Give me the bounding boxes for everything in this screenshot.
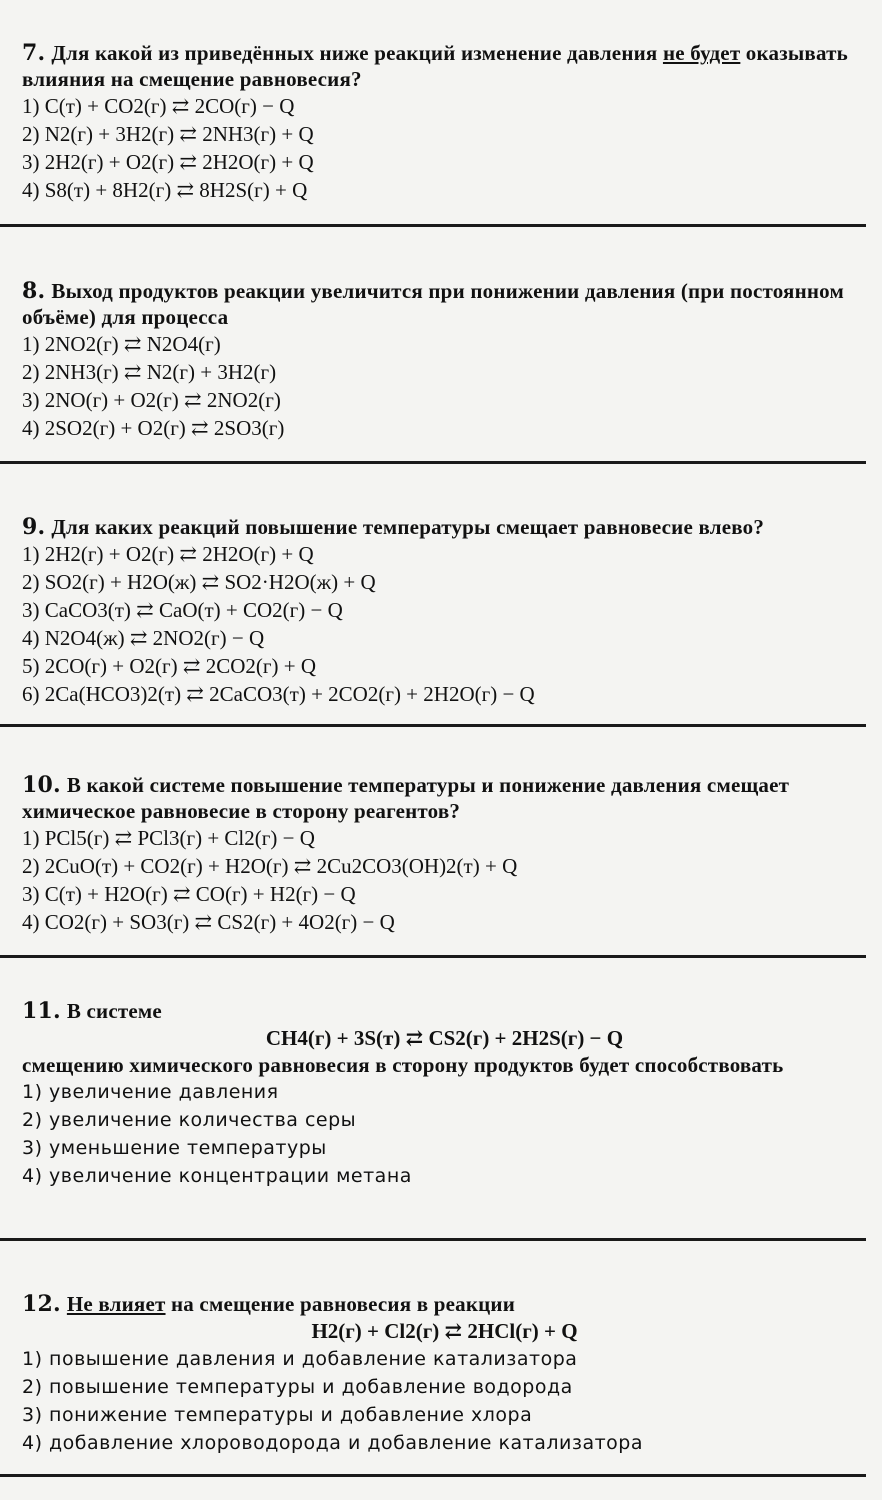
option-5: 5) 2CO(г) + O2(г) ⇄ 2CO2(г) + Q [22,654,316,678]
question-7-text: 7. Для какой из приведённых ниже реакций изменение давления не будет оказывать влияния на смещение равновесия? [22,40,848,91]
option-4: 4) добавление хлороводорода и добавление катализатора [22,1432,643,1454]
option-4: 4) CO2(г) + SO3(г) ⇄ CS2(г) + 4O2(г) − Q [22,910,395,934]
question-7 [22,40,867,204]
question-12-text: 12. Не влияет на смещение равновесия в реакции [22,1291,516,1317]
option-1: 1) 2NO2(г) ⇄ N2O4(г) [22,332,221,356]
option-2: 2) увеличение количества серы [22,1109,357,1131]
reaction-equation: H2(г) + Cl2(г) ⇄ 2HCl(г) + Q [311,1319,578,1343]
divider [0,724,866,727]
option-4: 4) увеличение концентрации метана [22,1165,412,1187]
option-2: 2) SO2(г) + H2O(ж) ⇄ SO2·H2O(ж) + Q [22,570,376,594]
option-3: 3) C(т) + H2O(г) ⇄ CO(г) + H2(г) − Q [22,882,356,906]
emphasis: Не влияет [66,1292,166,1316]
question-12 [22,1291,867,1457]
question-9-text: 9. Для каких реакций повышение температуры смещает равновесие влево? [22,514,765,540]
question-number: 8. [22,278,46,304]
option-2: 2) 2CuO(т) + CO2(г) + H2O(г) ⇄ 2Cu2CO3(OH)2(т) + Q [22,854,518,878]
option-1: 1) 2H2(г) + O2(г) ⇄ 2H2O(г) + Q [22,542,314,566]
question-number: 10. [22,772,61,798]
reaction-equation: CH4(г) + 3S(т) ⇄ CS2(г) + 2H2S(г) − Q [265,1026,624,1050]
question-number: 11. [22,998,61,1024]
option-1: 1) увеличение давления [22,1081,279,1103]
divider [0,1474,866,1477]
option-2: 2) N2(г) + 3H2(г) ⇄ 2NH3(г) + Q [22,122,314,146]
option-4: 4) N2O4(ж) ⇄ 2NO2(г) − Q [22,626,265,650]
option-3: 3) уменьшение температуры [22,1137,327,1159]
option-3: 3) 2H2(г) + O2(г) ⇄ 2H2O(г) + Q [22,150,314,174]
option-2: 2) повышение температуры и добавление водорода [22,1376,573,1398]
option-6: 6) 2Ca(HCO3)2(т) ⇄ 2CaCO3(т) + 2CO2(г) + 2H2O(г) − Q [22,682,535,706]
divider [0,955,866,958]
question-10 [22,772,867,936]
question-11-text-continued: смещению химического равновесия в сторону продуктов будет способствовать [22,1053,784,1077]
question-9 [22,514,867,708]
question-10-text: 10. В какой системе повышение температуры и понижение давления смещает химическое равновесие в сторону реагентов? [22,772,790,823]
question-number: 12. [22,1291,61,1317]
divider [0,461,866,464]
question-8 [22,278,867,442]
option-3: 3) CaCO3(т) ⇄ CaO(т) + CO2(г) − Q [22,598,343,622]
option-4: 4) S8(т) + 8H2(г) ⇄ 8H2S(г) + Q [22,178,308,202]
option-1: 1) C(т) + CO2(г) ⇄ 2CO(г) − Q [22,94,295,118]
divider [0,224,866,227]
question-8-text: 8. Выход продуктов реакции увеличится при понижении давления (при постоянном объёме) для процесса [22,278,844,329]
option-1: 1) PCl5(г) ⇄ PCl3(г) + Cl2(г) − Q [22,826,315,850]
emphasis: не будет [662,41,741,65]
option-3: 3) 2NO(г) + O2(г) ⇄ 2NO2(г) [22,388,281,412]
question-11 [22,998,867,1190]
option-1: 1) повышение давления и добавление катализатора [22,1348,578,1370]
option-4: 4) 2SO2(г) + O2(г) ⇄ 2SO3(г) [22,416,285,440]
question-number: 7. [22,40,46,66]
question-11-text: 11. В системе [22,998,162,1024]
option-2: 2) 2NH3(г) ⇄ N2(г) + 3H2(г) [22,360,277,384]
question-number: 9. [22,514,46,540]
option-3: 3) понижение температуры и добавление хлора [22,1404,533,1426]
divider [0,1238,866,1241]
